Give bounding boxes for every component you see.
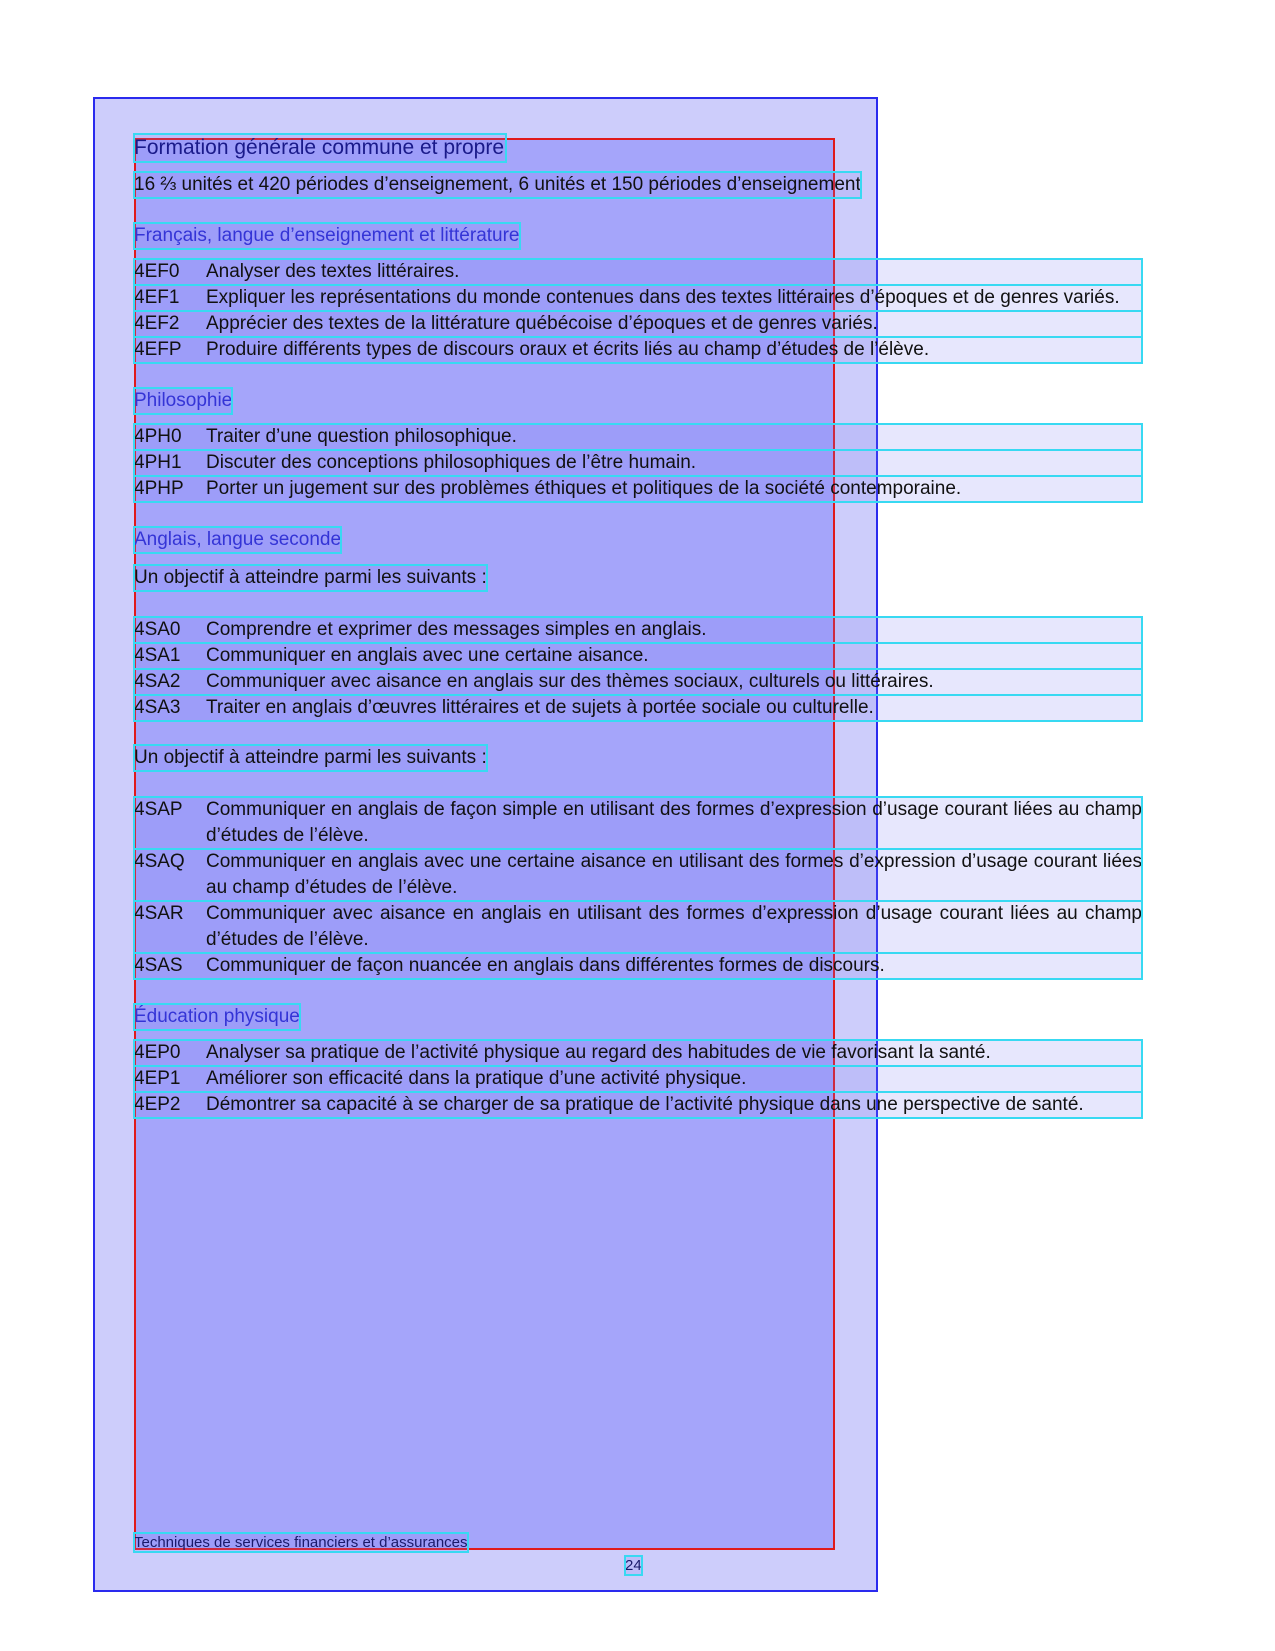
course-description: Traiter d’une question philosophique. [206, 426, 517, 447]
course-description: Apprécier des textes de la littérature québécoise d’époques et de genres variés. [206, 313, 878, 334]
course-code: 4EF0 [134, 261, 180, 282]
section-philosophie [134, 388, 1142, 502]
course-code: 4EFP [134, 339, 182, 360]
course-item [134, 695, 1142, 721]
course-list-education-physique [134, 1040, 1142, 1118]
course-item [134, 669, 1142, 695]
course-description: Communiquer avec aisance en anglais sur des thèmes sociaux, culturels ou littéraires. [206, 671, 934, 692]
course-item [134, 1066, 1142, 1092]
course-item [134, 311, 1142, 337]
section-education-physique [134, 1004, 1142, 1118]
course-code: 4SAS [134, 955, 183, 976]
course-list-francais [134, 259, 1142, 363]
page-subtitle: 16 ⅔ unités et 420 périodes d’enseignement, 6 unités et 150 périodes d’enseignement [134, 172, 861, 198]
section-title-philosophie: Philosophie [134, 388, 232, 414]
course-item [134, 849, 1142, 901]
course-code: 4PH0 [134, 426, 182, 447]
course-description: Produire différents types de discours oraux et écrits liés au champ d’études de l’élève. [206, 339, 930, 360]
course-item [134, 901, 1142, 953]
course-description: Analyser des textes littéraires. [206, 261, 460, 282]
course-description: Améliorer son efficacité dans la pratique d’une activité physique. [206, 1068, 747, 1089]
course-description: Expliquer les représentations du monde contenues dans des textes littéraires d’époques et de genres variés. [206, 287, 1120, 308]
course-description: Démontrer sa capacité à se charger de sa pratique de l’activité physique dans une perspective de santé. [206, 1094, 1084, 1115]
course-code: 4SAQ [134, 851, 185, 872]
course-list-philosophie [134, 424, 1142, 502]
objective-note: Un objectif à atteindre parmi les suivants : [134, 565, 487, 591]
course-description: Analyser sa pratique de l’activité physique au regard des habitudes de vie favorisant la santé. [206, 1042, 991, 1063]
course-item [134, 953, 1142, 979]
course-description: Comprendre et exprimer des messages simples en anglais. [206, 619, 707, 640]
course-item [134, 1040, 1142, 1066]
course-code: 4SA0 [134, 619, 181, 640]
course-code: 4EF2 [134, 313, 180, 334]
course-description: Communiquer de façon nuancée en anglais dans différentes formes de discours. [206, 955, 885, 976]
course-item [134, 424, 1142, 450]
course-item [134, 450, 1142, 476]
course-item [134, 337, 1142, 363]
section-title-francais: Français, langue d’enseignement et littérature [134, 223, 520, 249]
course-code: 4EP1 [134, 1068, 181, 1089]
page-content [134, 134, 1142, 1118]
course-item [134, 617, 1142, 643]
course-description: Traiter en anglais d’œuvres littéraires et de sujets à portée sociale ou culturelle. [206, 697, 874, 718]
course-item [134, 1092, 1142, 1118]
course-item [134, 259, 1142, 285]
course-code: 4PH1 [134, 452, 182, 473]
course-code: 4SA1 [134, 645, 181, 666]
page-title: Formation générale commune et propre [134, 134, 506, 162]
course-code: 4SA2 [134, 671, 181, 692]
footer-program-name: Techniques de services financiers et d’assurances [134, 1534, 468, 1551]
course-item [134, 643, 1142, 669]
course-code: 4PHP [134, 478, 184, 499]
course-code: 4EP2 [134, 1094, 181, 1115]
course-list-anglais-1 [134, 617, 1142, 721]
course-code: 4SAR [134, 903, 184, 924]
course-description: Communiquer en anglais avec une certaine aisance en utilisant des formes d’expression d’usage courant liées au champ d’études de l’élève. [206, 851, 1142, 898]
section-title-education-physique: Éducation physique [134, 1004, 300, 1030]
course-item [134, 476, 1142, 502]
course-description: Communiquer en anglais avec une certaine aisance. [206, 645, 649, 666]
course-description: Porter un jugement sur des problèmes éthiques et politiques de la société contemporaine. [206, 478, 962, 499]
course-description: Communiquer avec aisance en anglais en utilisant des formes d’expression d’usage courant liées au champ d’études de l’élève. [206, 903, 1142, 950]
course-item [134, 797, 1142, 849]
course-item [134, 285, 1142, 311]
course-code: 4SA3 [134, 697, 181, 718]
course-description: Discuter des conceptions philosophiques de l’être humain. [206, 452, 697, 473]
section-anglais [134, 527, 1142, 979]
section-francais [134, 223, 1142, 363]
course-code: 4EF1 [134, 287, 180, 308]
section-title-anglais: Anglais, langue seconde [134, 527, 341, 553]
course-code: 4EP0 [134, 1042, 181, 1063]
course-list-anglais-2 [134, 797, 1142, 979]
course-description: Communiquer en anglais de façon simple en utilisant des formes d’expression d’usage courant liées au champ d’études de l’élève. [206, 799, 1142, 846]
objective-note: Un objectif à atteindre parmi les suivants : [134, 745, 487, 771]
course-code: 4SAP [134, 799, 183, 820]
page-number: 24 [625, 1557, 642, 1574]
